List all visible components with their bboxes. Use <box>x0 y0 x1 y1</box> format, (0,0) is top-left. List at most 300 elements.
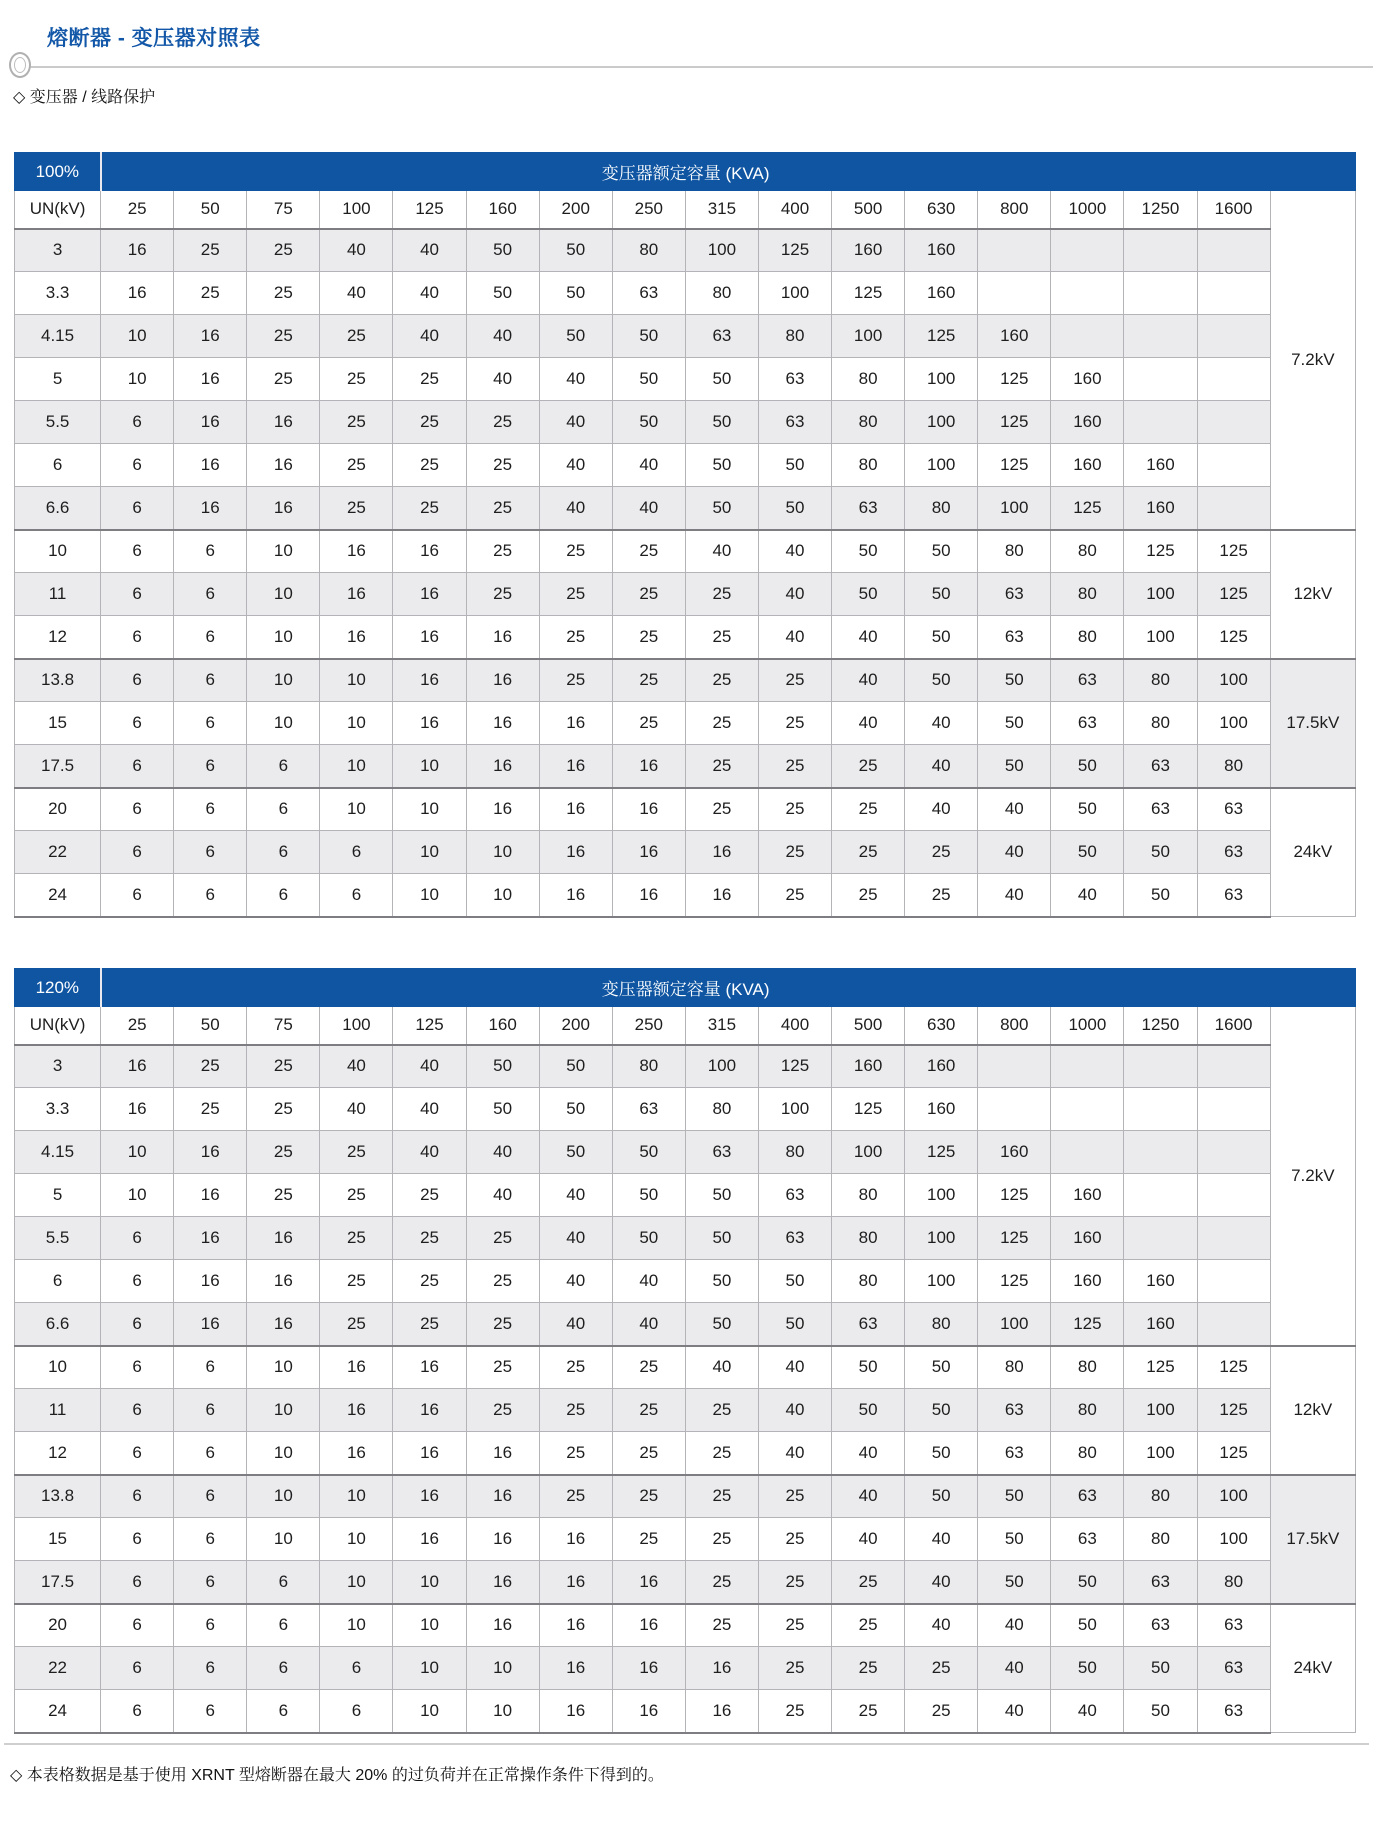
fuse-rating-cell: 63 <box>612 272 685 315</box>
capacity-header-spacer <box>1270 153 1355 191</box>
fuse-rating-cell: 80 <box>832 358 905 401</box>
capacity-column-header: 630 <box>905 1007 978 1045</box>
fuse-rating-cell: 40 <box>393 1088 466 1131</box>
fuse-rating-cell: 16 <box>466 788 539 831</box>
fuse-rating-cell: 100 <box>832 315 905 358</box>
fuse-rating-cell: 6 <box>101 401 174 444</box>
un-value-cell: 4.15 <box>15 315 101 358</box>
fuse-rating-cell: 100 <box>905 358 978 401</box>
capacity-column-header: 160 <box>466 191 539 229</box>
fuse-rating-cell: 25 <box>320 487 393 530</box>
fuse-rating-cell: 100 <box>905 1260 978 1303</box>
fuse-rating-cell: 40 <box>539 1303 612 1346</box>
table-row <box>15 702 1356 745</box>
fuse-rating-cell: 16 <box>393 530 466 573</box>
fuse-rating-cell: 25 <box>758 702 831 745</box>
fuse-rating-cell: 16 <box>247 487 320 530</box>
un-value-cell: 3 <box>15 1045 101 1088</box>
fuse-rating-cell: 25 <box>320 1131 393 1174</box>
fuse-rating-cell: 6 <box>174 616 247 659</box>
fuse-rating-cell: 10 <box>247 1346 320 1389</box>
fuse-rating-cell: 16 <box>466 1518 539 1561</box>
fuse-rating-cell: 40 <box>978 874 1051 917</box>
fuse-rating-cell: 6 <box>101 831 174 874</box>
fuse-rating-cell: 6 <box>174 1518 247 1561</box>
fuse-rating-cell: 25 <box>539 1432 612 1475</box>
fuse-rating-cell: 10 <box>320 745 393 788</box>
fuse-rating-cell: 125 <box>758 229 831 272</box>
fuse-rating-cell: 6 <box>174 874 247 917</box>
fuse-rating-cell: 63 <box>1051 702 1124 745</box>
fuse-rating-cell: 6 <box>101 1217 174 1260</box>
fuse-rating-cell: 16 <box>247 1260 320 1303</box>
capacity-column-header: 1600 <box>1197 1007 1270 1045</box>
fuse-rating-cell: 16 <box>466 1432 539 1475</box>
capacity-column-header: 500 <box>832 1007 905 1045</box>
un-value-cell: 10 <box>15 1346 101 1389</box>
fuse-rating-cell: 16 <box>320 1389 393 1432</box>
load-percent-label: 100% <box>15 153 101 191</box>
un-value-cell: 20 <box>15 788 101 831</box>
fuse-rating-cell <box>1124 1174 1197 1217</box>
fuse-rating-cell: 40 <box>905 788 978 831</box>
fuse-rating-cell: 160 <box>978 315 1051 358</box>
fuse-rating-cell <box>1197 487 1270 530</box>
fuse-rating-cell: 10 <box>101 1131 174 1174</box>
fuse-rating-cell <box>1124 358 1197 401</box>
fuse-rating-cell: 40 <box>539 444 612 487</box>
un-value-cell: 13.8 <box>15 1475 101 1518</box>
load-percent-label: 120% <box>15 969 101 1007</box>
fuse-rating-cell: 6 <box>101 1518 174 1561</box>
fuse-rating-cell: 25 <box>393 358 466 401</box>
capacity-column-header: 800 <box>978 1007 1051 1045</box>
fuse-rating-cell: 25 <box>758 788 831 831</box>
capacity-column-header: 1000 <box>1051 1007 1124 1045</box>
fuse-rating-cell: 160 <box>1051 444 1124 487</box>
fuse-rating-cell: 80 <box>1124 659 1197 702</box>
fuse-rating-cell: 50 <box>685 487 758 530</box>
fuse-rating-cell: 25 <box>393 1260 466 1303</box>
fuse-rating-cell: 25 <box>320 1174 393 1217</box>
fuse-rating-cell <box>978 229 1051 272</box>
fuse-rating-cell: 16 <box>101 272 174 315</box>
fuse-rating-cell: 25 <box>247 1174 320 1217</box>
fuse-rating-cell <box>1051 1045 1124 1088</box>
fuse-rating-cell: 10 <box>247 530 320 573</box>
fuse-rating-cell <box>1197 272 1270 315</box>
fuse-rating-cell: 25 <box>612 1475 685 1518</box>
fuse-rating-cell: 40 <box>978 1604 1051 1647</box>
fuse-rating-cell: 80 <box>1197 745 1270 788</box>
fuse-rating-cell: 80 <box>832 1217 905 1260</box>
fuse-rating-cell: 80 <box>832 1174 905 1217</box>
fuse-rating-cell: 50 <box>905 1475 978 1518</box>
fuse-rating-cell: 10 <box>393 788 466 831</box>
fuse-rating-cell: 50 <box>1124 1647 1197 1690</box>
table-row <box>15 358 1356 401</box>
fuse-rating-cell: 40 <box>978 788 1051 831</box>
fuse-rating-cell: 125 <box>978 1217 1051 1260</box>
table-row <box>15 1389 1356 1432</box>
fuse-rating-cell: 63 <box>1124 1604 1197 1647</box>
fuse-rating-cell: 6 <box>174 1604 247 1647</box>
fuse-rating-cell <box>1124 1131 1197 1174</box>
fuse-rating-cell: 63 <box>1197 788 1270 831</box>
fuse-rating-cell: 10 <box>247 659 320 702</box>
table-row <box>15 1690 1356 1733</box>
fuse-rating-cell: 25 <box>758 1561 831 1604</box>
fuse-rating-cell: 16 <box>612 1561 685 1604</box>
fuse-rating-cell: 80 <box>978 1346 1051 1389</box>
fuse-rating-cell: 25 <box>174 1045 247 1088</box>
fuse-rating-cell: 25 <box>612 1518 685 1561</box>
fuse-rating-cell: 25 <box>393 1217 466 1260</box>
table-row <box>15 1174 1356 1217</box>
fuse-rating-cell: 40 <box>1051 1690 1124 1733</box>
fuse-rating-cell: 25 <box>393 1174 466 1217</box>
fuse-rating-cell: 25 <box>832 788 905 831</box>
fuse-rating-cell: 16 <box>685 874 758 917</box>
fuse-rating-cell: 16 <box>685 1690 758 1733</box>
fuse-rating-cell: 125 <box>978 1260 1051 1303</box>
fuse-rating-cell: 80 <box>905 487 978 530</box>
fuse-rating-cell: 40 <box>539 358 612 401</box>
fuse-rating-cell <box>978 1088 1051 1131</box>
un-value-cell: 3.3 <box>15 272 101 315</box>
fuse-rating-cell: 16 <box>685 831 758 874</box>
fuse-rating-cell: 50 <box>612 358 685 401</box>
table-row <box>15 745 1356 788</box>
fuse-rating-cell: 10 <box>320 1475 393 1518</box>
fuse-rating-cell: 6 <box>101 1389 174 1432</box>
table-row <box>15 1432 1356 1475</box>
fuse-rating-cell: 50 <box>539 229 612 272</box>
fuse-rating-cell: 6 <box>174 659 247 702</box>
fuse-rating-cell: 125 <box>978 444 1051 487</box>
fuse-table-120-percent <box>14 968 1356 1734</box>
un-value-cell: 20 <box>15 1604 101 1647</box>
un-value-cell: 3.3 <box>15 1088 101 1131</box>
fuse-rating-cell: 6 <box>101 1604 174 1647</box>
fuse-rating-cell: 6 <box>247 745 320 788</box>
fuse-rating-cell: 10 <box>466 831 539 874</box>
fuse-rating-cell: 25 <box>832 1561 905 1604</box>
fuse-rating-cell: 16 <box>466 745 539 788</box>
table-row <box>15 788 1356 831</box>
fuse-rating-cell: 25 <box>247 358 320 401</box>
fuse-rating-cell: 6 <box>174 1432 247 1475</box>
fuse-rating-cell: 25 <box>685 1432 758 1475</box>
fuse-rating-cell: 50 <box>905 659 978 702</box>
fuse-rating-cell: 10 <box>247 1432 320 1475</box>
un-value-cell: 5 <box>15 1174 101 1217</box>
fuse-rating-cell: 16 <box>539 702 612 745</box>
capacity-column-header: 1600 <box>1197 191 1270 229</box>
capacity-column-header: 125 <box>393 1007 466 1045</box>
fuse-rating-cell: 125 <box>905 1131 978 1174</box>
fuse-rating-cell: 6 <box>174 1346 247 1389</box>
fuse-rating-cell: 6 <box>174 573 247 616</box>
fuse-rating-cell: 125 <box>1051 1303 1124 1346</box>
fuse-rating-cell: 6 <box>247 1647 320 1690</box>
table-row <box>15 1260 1356 1303</box>
fuse-rating-cell: 25 <box>320 401 393 444</box>
fuse-rating-cell: 160 <box>905 1045 978 1088</box>
fuse-rating-cell: 40 <box>832 1475 905 1518</box>
fuse-rating-cell: 16 <box>393 1389 466 1432</box>
fuse-rating-cell: 50 <box>832 530 905 573</box>
fuse-rating-cell: 63 <box>1124 1561 1197 1604</box>
fuse-rating-cell: 160 <box>1124 1260 1197 1303</box>
fuse-rating-cell: 25 <box>612 616 685 659</box>
table-row <box>15 874 1356 917</box>
fuse-rating-cell: 40 <box>758 1389 831 1432</box>
fuse-rating-cell: 25 <box>247 1045 320 1088</box>
fuse-rating-cell: 50 <box>905 573 978 616</box>
voltage-group-cell: 12kV <box>1270 530 1355 659</box>
fuse-rating-cell <box>1124 229 1197 272</box>
capacity-column-header: 1250 <box>1124 1007 1197 1045</box>
table-row <box>15 1217 1356 1260</box>
fuse-rating-cell: 125 <box>1197 530 1270 573</box>
un-value-cell: 22 <box>15 831 101 874</box>
fuse-rating-cell: 40 <box>539 401 612 444</box>
fuse-rating-cell: 125 <box>1197 1432 1270 1475</box>
fuse-rating-cell: 6 <box>101 1690 174 1733</box>
fuse-rating-cell: 50 <box>905 1346 978 1389</box>
fuse-rating-cell: 63 <box>612 1088 685 1131</box>
fuse-rating-cell: 63 <box>1197 874 1270 917</box>
fuse-rating-cell: 160 <box>1051 358 1124 401</box>
fuse-rating-cell: 16 <box>393 659 466 702</box>
fuse-rating-cell: 160 <box>905 229 978 272</box>
fuse-rating-cell: 6 <box>101 1647 174 1690</box>
fuse-rating-cell: 6 <box>320 1690 393 1733</box>
fuse-rating-cell: 25 <box>685 1561 758 1604</box>
fuse-rating-cell <box>1197 1045 1270 1088</box>
fuse-rating-cell: 6 <box>174 1647 247 1690</box>
fuse-rating-cell: 63 <box>758 1174 831 1217</box>
fuse-rating-cell: 40 <box>685 530 758 573</box>
fuse-rating-cell: 63 <box>978 1389 1051 1432</box>
fuse-rating-cell <box>1124 315 1197 358</box>
fuse-rating-cell: 80 <box>1124 1518 1197 1561</box>
capacity-column-header: 400 <box>758 1007 831 1045</box>
fuse-rating-cell: 80 <box>1051 616 1124 659</box>
fuse-rating-cell: 6 <box>174 788 247 831</box>
fuse-rating-cell: 16 <box>174 1131 247 1174</box>
table-row <box>15 659 1356 702</box>
fuse-rating-cell: 25 <box>758 1518 831 1561</box>
fuse-rating-cell: 16 <box>539 745 612 788</box>
fuse-rating-cell: 63 <box>685 1131 758 1174</box>
fuse-rating-cell: 25 <box>539 1475 612 1518</box>
fuse-rating-cell: 50 <box>1051 1604 1124 1647</box>
fuse-rating-cell: 10 <box>247 616 320 659</box>
capacity-column-header: 160 <box>466 1007 539 1045</box>
footnote: ◇ 本表格数据是基于使用 XRNT 型熔断器在最大 20% 的过负荷并在正常操作条件下得到的。 <box>10 1767 664 1784</box>
un-value-cell: 6 <box>15 444 101 487</box>
fuse-rating-cell: 16 <box>320 1432 393 1475</box>
un-value-cell: 15 <box>15 1518 101 1561</box>
fuse-rating-cell: 80 <box>1051 530 1124 573</box>
fuse-rating-cell: 40 <box>832 1518 905 1561</box>
fuse-rating-cell <box>1197 1260 1270 1303</box>
fuse-rating-cell: 50 <box>685 1217 758 1260</box>
fuse-rating-cell: 25 <box>758 831 831 874</box>
fuse-rating-cell: 63 <box>832 1303 905 1346</box>
fuse-rating-cell: 50 <box>978 1561 1051 1604</box>
fuse-rating-cell: 25 <box>247 1088 320 1131</box>
fuse-rating-cell: 16 <box>539 831 612 874</box>
un-value-cell: 12 <box>15 1432 101 1475</box>
fuse-rating-cell: 25 <box>466 1260 539 1303</box>
capacity-column-header: 100 <box>320 191 393 229</box>
fuse-rating-cell: 16 <box>612 1690 685 1733</box>
fuse-rating-cell: 80 <box>758 315 831 358</box>
fuse-rating-cell: 40 <box>905 1561 978 1604</box>
fuse-rating-cell: 40 <box>905 745 978 788</box>
un-value-cell: 13.8 <box>15 659 101 702</box>
fuse-rating-cell: 50 <box>978 702 1051 745</box>
fuse-rating-cell: 25 <box>320 315 393 358</box>
fuse-rating-cell: 80 <box>1124 1475 1197 1518</box>
fuse-rating-cell: 50 <box>539 315 612 358</box>
fuse-rating-cell: 25 <box>320 358 393 401</box>
capacity-column-header: 75 <box>247 1007 320 1045</box>
fuse-rating-cell: 16 <box>393 1475 466 1518</box>
fuse-rating-cell: 25 <box>466 444 539 487</box>
fuse-rating-cell: 25 <box>320 444 393 487</box>
fuse-rating-cell: 80 <box>1124 702 1197 745</box>
fuse-rating-cell: 50 <box>758 1303 831 1346</box>
table-row <box>15 487 1356 530</box>
fuse-rating-cell: 50 <box>978 1518 1051 1561</box>
capacity-column-header: 630 <box>905 191 978 229</box>
fuse-rating-cell: 25 <box>832 1604 905 1647</box>
fuse-rating-cell: 10 <box>466 874 539 917</box>
fuse-rating-cell: 16 <box>539 874 612 917</box>
fuse-rating-cell: 160 <box>978 1131 1051 1174</box>
fuse-rating-cell: 63 <box>1197 1604 1270 1647</box>
fuse-rating-cell <box>1197 1303 1270 1346</box>
fuse-rating-cell: 10 <box>101 1174 174 1217</box>
fuse-rating-cell: 125 <box>978 358 1051 401</box>
capacity-column-header: 250 <box>612 191 685 229</box>
fuse-rating-cell: 10 <box>466 1647 539 1690</box>
fuse-rating-cell: 16 <box>174 1260 247 1303</box>
fuse-rating-cell: 10 <box>393 1604 466 1647</box>
fuse-rating-cell <box>1051 315 1124 358</box>
fuse-rating-cell: 25 <box>612 1389 685 1432</box>
un-value-cell: 5 <box>15 358 101 401</box>
fuse-rating-cell: 6 <box>101 1303 174 1346</box>
capacity-column-header: 315 <box>685 191 758 229</box>
fuse-rating-cell: 50 <box>905 1389 978 1432</box>
fuse-rating-cell: 25 <box>832 831 905 874</box>
fuse-rating-cell: 25 <box>320 1217 393 1260</box>
fuse-rating-cell: 10 <box>393 745 466 788</box>
fuse-rating-cell: 6 <box>101 616 174 659</box>
fuse-rating-cell: 40 <box>832 659 905 702</box>
fuse-rating-cell: 16 <box>612 1647 685 1690</box>
fuse-rating-cell: 16 <box>101 229 174 272</box>
fuse-rating-cell: 80 <box>832 444 905 487</box>
fuse-rating-cell: 63 <box>1124 745 1197 788</box>
fuse-rating-cell: 80 <box>685 1088 758 1131</box>
fuse-rating-cell: 6 <box>174 702 247 745</box>
fuse-rating-cell: 40 <box>758 573 831 616</box>
fuse-rating-cell: 100 <box>1124 1389 1197 1432</box>
capacity-column-header: 1250 <box>1124 191 1197 229</box>
fuse-rating-cell: 100 <box>1197 702 1270 745</box>
un-value-cell: 11 <box>15 1389 101 1432</box>
fuse-rating-cell: 50 <box>832 1389 905 1432</box>
fuse-rating-cell: 40 <box>612 1260 685 1303</box>
capacity-column-header: 50 <box>174 191 247 229</box>
fuse-rating-cell: 25 <box>466 1389 539 1432</box>
fuse-rating-cell: 50 <box>466 1088 539 1131</box>
fuse-rating-cell: 40 <box>320 272 393 315</box>
table-row <box>15 1346 1356 1389</box>
fuse-rating-cell: 50 <box>1051 788 1124 831</box>
fuse-rating-cell: 63 <box>758 401 831 444</box>
fuse-rating-cell: 50 <box>685 1303 758 1346</box>
fuse-rating-cell: 50 <box>905 530 978 573</box>
fuse-rating-cell: 63 <box>832 487 905 530</box>
fuse-rating-cell: 6 <box>101 874 174 917</box>
fuse-rating-cell: 16 <box>539 1647 612 1690</box>
fuse-rating-cell: 80 <box>832 1260 905 1303</box>
fuse-rating-cell: 100 <box>905 401 978 444</box>
fuse-rating-cell: 16 <box>539 1561 612 1604</box>
fuse-rating-cell: 16 <box>174 444 247 487</box>
fuse-rating-cell: 10 <box>320 1604 393 1647</box>
fuse-rating-cell <box>1197 1088 1270 1131</box>
fuse-rating-cell: 50 <box>758 444 831 487</box>
voltage-group-cell: 7.2kV <box>1270 1007 1355 1346</box>
fuse-rating-cell: 63 <box>978 573 1051 616</box>
fuse-rating-cell: 80 <box>612 1045 685 1088</box>
capacity-column-header: 800 <box>978 191 1051 229</box>
fuse-rating-cell: 25 <box>905 874 978 917</box>
un-value-cell: 5.5 <box>15 401 101 444</box>
un-value-cell: 12 <box>15 616 101 659</box>
fuse-rating-cell: 125 <box>1124 530 1197 573</box>
capacity-header: 变压器额定容量 (KVA) <box>101 153 1271 191</box>
fuse-rating-cell: 25 <box>320 1303 393 1346</box>
fuse-rating-cell: 100 <box>1124 616 1197 659</box>
fuse-rating-cell: 10 <box>101 358 174 401</box>
fuse-rating-cell: 16 <box>612 745 685 788</box>
fuse-rating-cell: 40 <box>758 1346 831 1389</box>
fuse-rating-cell: 160 <box>1051 1174 1124 1217</box>
fuse-rating-cell: 50 <box>685 444 758 487</box>
fuse-rating-cell: 25 <box>758 874 831 917</box>
voltage-group-cell: 24kV <box>1270 1604 1355 1733</box>
fuse-rating-cell: 40 <box>832 702 905 745</box>
un-value-cell: 15 <box>15 702 101 745</box>
fuse-rating-cell: 16 <box>174 1217 247 1260</box>
un-value-cell: 4.15 <box>15 1131 101 1174</box>
fuse-rating-cell: 100 <box>758 272 831 315</box>
fuse-rating-cell: 160 <box>905 272 978 315</box>
fuse-rating-cell: 25 <box>612 1346 685 1389</box>
fuse-rating-cell: 160 <box>832 1045 905 1088</box>
fuse-rating-cell: 25 <box>685 573 758 616</box>
table-row <box>15 1518 1356 1561</box>
